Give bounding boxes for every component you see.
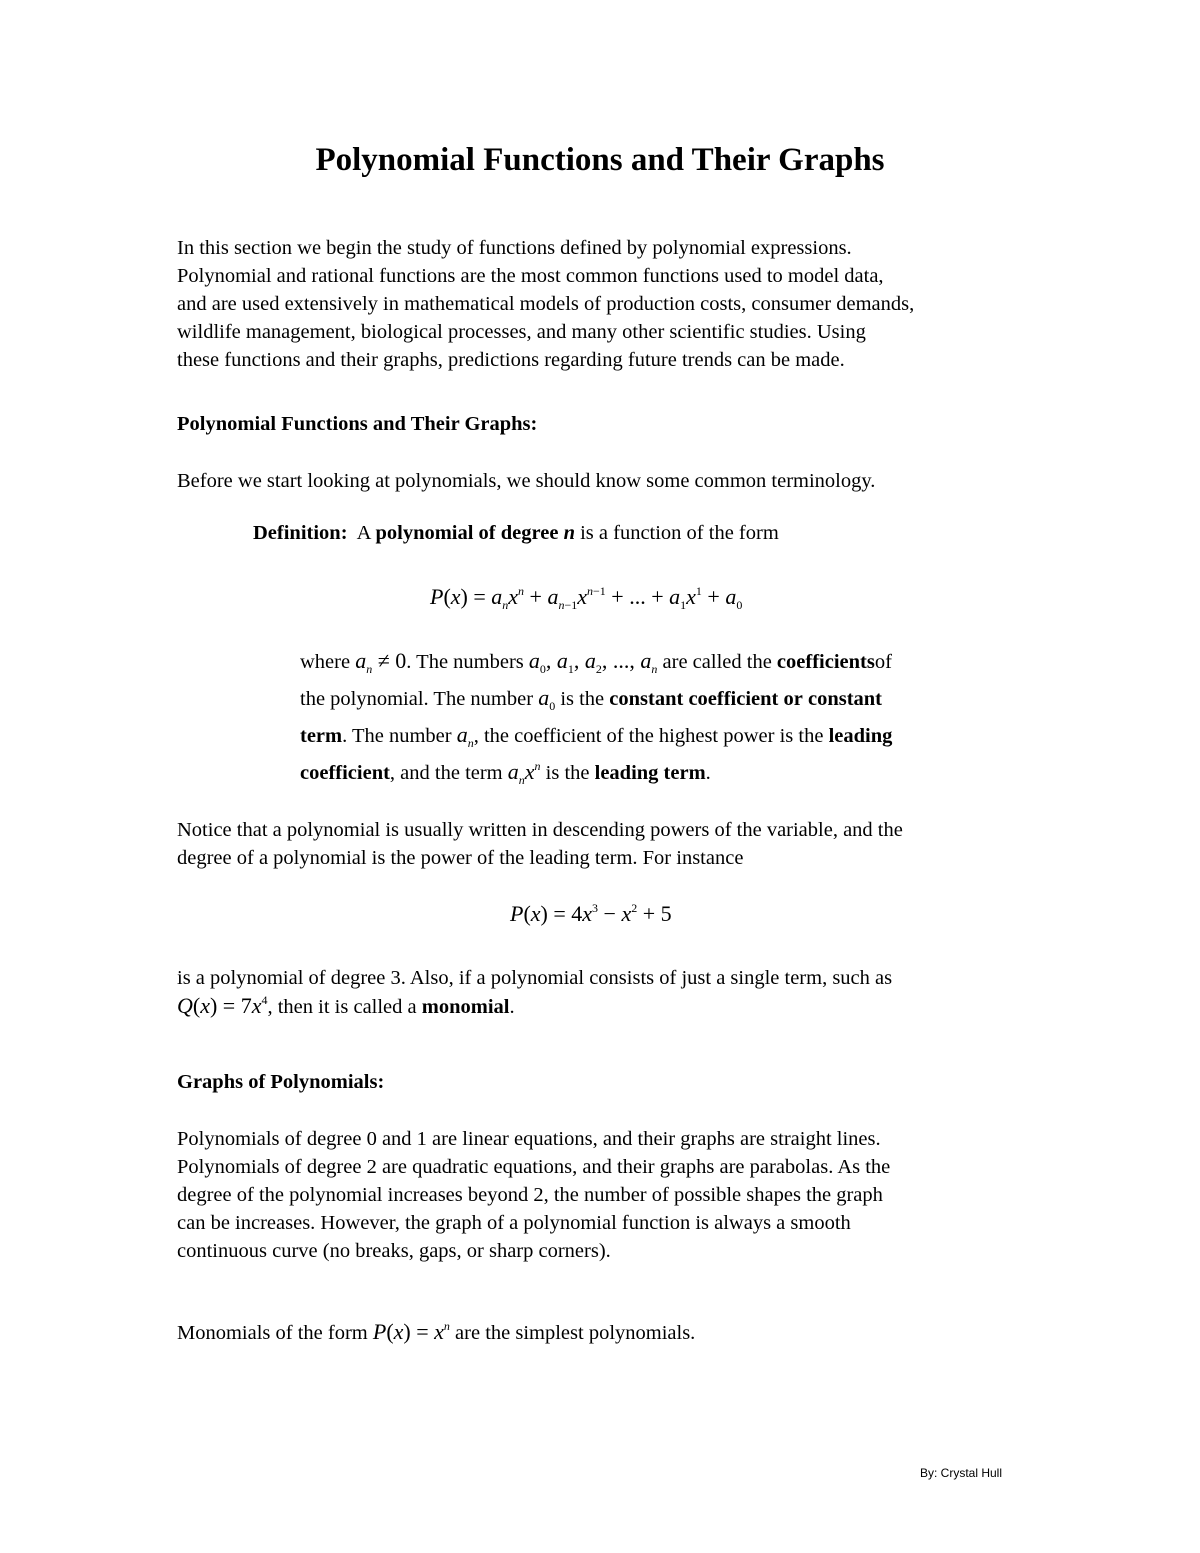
- math-inline: $a_n \ne 0$: [355, 648, 407, 676]
- intro-line: and are used extensively in mathematical models of production costs, consumer demands,: [177, 293, 915, 315]
- definition-text: is the: [545, 762, 590, 784]
- definition-text: .: [705, 762, 711, 784]
- notice-line: Notice that a polynomial is usually written in descending powers of the variable, and the: [177, 819, 903, 841]
- definition-term-var: n: [563, 522, 575, 544]
- term-coefficients: coefficients: [776, 651, 875, 673]
- example-line: [177, 992, 1047, 1021]
- definition-text: where: [300, 651, 351, 673]
- graphs-paragraph: [177, 1125, 1047, 1265]
- term-leading: leading: [828, 725, 893, 747]
- neq-zero: ≠ 0: [377, 648, 407, 673]
- graphs-line: Polynomials of degree 2 are quadratic equations, and their graphs are parabolas. As the: [177, 1156, 891, 1178]
- definition-text: A: [356, 522, 371, 544]
- definition-text: are called the: [662, 651, 772, 673]
- graphs-line: degree of the polynomial increases beyond 2, the number of possible shapes the graph: [177, 1184, 883, 1206]
- definition-text: . The numbers: [406, 651, 524, 673]
- term-term: term: [300, 725, 343, 747]
- definition-line: [300, 643, 1060, 680]
- notice-paragraph: [177, 816, 1047, 872]
- definition-text: , the coefficient of the highest power is the: [473, 725, 824, 747]
- definition-text: the polynomial. The number: [300, 688, 534, 710]
- monomials-text: are the simplest polynomials.: [455, 1322, 696, 1344]
- example-paragraph: [177, 964, 1047, 1021]
- section-heading-graphs: Graphs of Polynomials:: [177, 1071, 385, 1093]
- intro-line: these functions and their graphs, predictions regarding future trends can be made.: [177, 349, 845, 371]
- graphs-line: can be increases. However, the graph of a polynomial function is always a smooth: [177, 1212, 851, 1234]
- definition-term-text: polynomial of degree: [375, 522, 559, 544]
- definition-label: Definition:: [253, 522, 348, 544]
- author-footer: By: Crystal Hull: [920, 1466, 1003, 1480]
- section-heading-polynomial-functions: Polynomial Functions and Their Graphs:: [177, 413, 538, 435]
- graphs-line: continuous curve (no breaks, gaps, or sharp corners).: [177, 1240, 611, 1262]
- term-leading-term: leading term: [594, 762, 706, 784]
- definition-body: [300, 643, 1060, 791]
- term-monomial: monomial: [421, 996, 510, 1018]
- intro-line: Polynomial and rational functions are the most common functions used to model data,: [177, 265, 884, 287]
- monomial-example: $Q(x) = 7x^4$: [177, 993, 268, 1018]
- definition-text: is the: [560, 688, 605, 710]
- definition-text: is a function of the form: [580, 522, 779, 544]
- intro-line: In this section we begin the study of functions defined by polynomial expressions.: [177, 237, 852, 259]
- definition-line: [300, 717, 1060, 754]
- page-title: Polynomial Functions and Their Graphs: [315, 142, 885, 178]
- definition-intro: [253, 522, 779, 545]
- intro-line: wildlife management, biological processes, and many other scientific studies. Using: [177, 321, 866, 343]
- example-polynomial: $P(x) = 4x^3 - x^2 + 5$: [510, 901, 672, 926]
- definition-text: or: [783, 688, 803, 710]
- definition-text: of: [874, 651, 892, 673]
- term-constant: constant: [807, 688, 883, 710]
- graphs-line: Polynomials of degree 0 and 1 are linear equations, and their graphs are straight lines.: [177, 1128, 881, 1150]
- example-text: .: [509, 996, 515, 1018]
- monomials-text: Monomials of the form: [177, 1322, 368, 1344]
- math-inline: $a_n$: [456, 722, 474, 750]
- example-line: is a polynomial of degree 3. Also, if a polynomial consists of just a single term, such as: [177, 967, 893, 989]
- math-inline: $a_0$: [538, 685, 556, 713]
- definition-line: [300, 754, 1060, 791]
- term-coefficient: coefficient: [300, 762, 390, 784]
- definition-line: [300, 680, 1060, 717]
- example-text: , then it is called a: [267, 996, 417, 1018]
- monomials-line: [177, 1318, 1047, 1347]
- math-inline: $a_nx^n$: [507, 759, 541, 787]
- definition-text: , and the term: [389, 762, 503, 784]
- polynomial-general-form: $P(x) = a_nx^n + a_{n-1}x^{n-1}$ + ... + $a_1x^1 + a_0$: [430, 584, 743, 612]
- math-inline: $a_0$, $a_1$, $a_2$, ..., $a_n$: [528, 648, 658, 676]
- monomials-sentence: [177, 1318, 1047, 1347]
- intro-paragraph: [177, 234, 1047, 374]
- definition-term: [375, 522, 575, 544]
- terminology-lead-text: Before we start looking at polynomials, we should know some common terminology.: [177, 470, 876, 492]
- terminology-lead: [177, 467, 1047, 495]
- notice-line: degree of a polynomial is the power of the leading term. For instance: [177, 847, 744, 869]
- term-constant-coefficient: constant coefficient: [609, 688, 779, 710]
- monomial-form: $P(x) = x^n$: [372, 1319, 450, 1344]
- definition-text: . The number: [342, 725, 452, 747]
